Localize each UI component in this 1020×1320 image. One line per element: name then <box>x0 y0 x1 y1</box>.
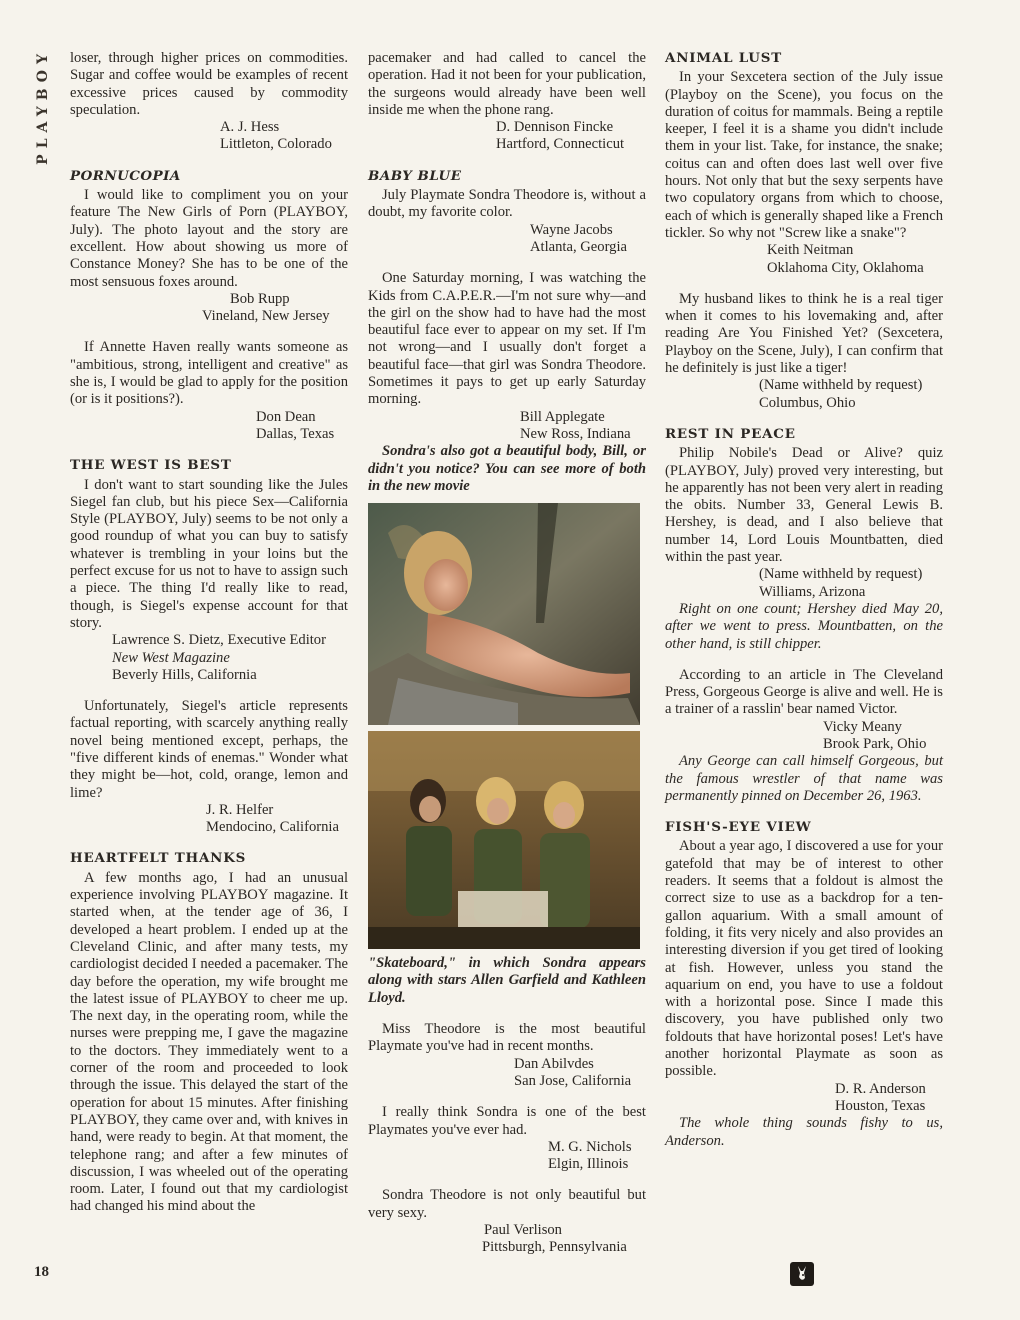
section-heading-heartfelt-thanks: HEARTFELT THANKS <box>70 850 247 867</box>
letter-signature <box>368 1222 646 1257</box>
rabbit-head-logo-icon <box>790 1262 814 1286</box>
running-head-vertical <box>30 48 56 165</box>
signer-place: Atlanta, Georgia <box>530 238 627 255</box>
letter-text: If Annette Haven really wants someone as "ambitious, strong, intelligent and creative" as she is, I would be glad to apply for the position (or is it positions?). <box>70 339 348 408</box>
letter-signature <box>665 1081 943 1116</box>
signer-name: Bill Applegate <box>520 408 605 425</box>
signer-place: Houston, Texas <box>835 1097 926 1114</box>
signer-place: Beverly Hills, California <box>112 666 257 683</box>
letter-signature <box>368 119 646 154</box>
signer-place: Littleton, Colorado <box>220 136 332 153</box>
section-heading-pornucopia: PORNUCOPIA <box>70 167 181 184</box>
letter-signature <box>665 719 943 754</box>
signer-publication: New West Magazine <box>112 649 230 666</box>
letter-signature <box>665 242 943 277</box>
letter-text: I really think Sondra is one of the best Playmates you've ever had. <box>368 1104 646 1138</box>
signer-name: M. G. Nichols <box>548 1138 632 1155</box>
section-heading-rest-in-peace: REST IN PEACE <box>665 425 796 442</box>
signer-place: Elgin, Illinois <box>548 1156 629 1173</box>
letter-text: Miss Theodore is the most beautiful Playmate you've had in recent months. <box>368 1021 646 1055</box>
letter-signature <box>368 1139 646 1174</box>
signer-name: (Name withheld by request) <box>759 566 923 583</box>
signer-place: Brook Park, Ohio <box>823 735 927 752</box>
signer-name: A. J. Hess <box>220 119 280 136</box>
signer-place: Vineland, New Jersey <box>202 308 330 325</box>
letter-text: Philip Nobile's Dead or Alive? quiz (PLAYBOY, July) proved very interesting, but he apparently has not been very alert in reading the obits. Number 33, General Lewis B. Hershey, is dead, and I also believe that number 14, Lord Louis Mountbatten, died within the past year. <box>665 445 943 566</box>
signer-place: Dallas, Texas <box>256 425 335 442</box>
section-heading-fishs-eye-view: FISH'S-EYE VIEW <box>665 819 812 836</box>
letter-signature <box>368 1056 646 1091</box>
column-middle <box>368 50 646 1257</box>
signer-name: Wayne Jacobs <box>530 221 613 238</box>
signer-name: D. R. Anderson <box>835 1080 926 1097</box>
letter-text: According to an article in The Cleveland Press, Gorgeous George is alive and well. He is a trainer of a rasslin' bear named Victor. <box>665 666 943 718</box>
section-heading-west-is-best: THE WEST IS BEST <box>70 457 232 474</box>
signer-name: Don Dean <box>256 408 316 425</box>
page-number: 18 <box>34 1264 49 1280</box>
letter-text: In your Sexcetera section of the July issue (Playboy on the Scene), you focus on the duration of coitus for mammals. Being a reptile keeper, I feel it is a shame you didn't include them in your list. Take, for instance, the snake; coitus can and often does last well over five hours. Not only that but the sexy serpents have two copulatory organs from which to choose, each of which is generally shaped like a French tickler. So why not "Screw like a snake"? <box>665 69 943 241</box>
letter-signature <box>70 632 348 684</box>
signer-place: New Ross, Indiana <box>520 425 631 442</box>
letter-text: loser, through higher prices on commodities. Sugar and coffee would be examples of recent excessive prices caused by commodity speculation. <box>70 50 348 118</box>
letter-text: July Playmate Sondra Theodore is, without a doubt, my favorite color. <box>368 187 646 221</box>
editor-reply: Any George can call himself Gorgeous, but the famous wrestler of that name was permanently pinned on December 26, 1963. <box>665 753 943 804</box>
section-heading-animal-lust: ANIMAL LUST <box>665 50 782 66</box>
signer-place: Pittsburgh, Pennsylvania <box>482 1239 627 1256</box>
letter-signature <box>70 119 348 154</box>
letter-signature <box>70 291 348 326</box>
letter-signature <box>368 222 646 257</box>
photo-reclining-woman <box>368 503 640 725</box>
letter-text: My husband likes to think he is a real tiger when it comes to his lovemaking and, after reading Are You Finished Yet? (Sexcetera, Playboy on the Scene, July), I can confirm that he definitely is just like a tiger! <box>665 290 943 377</box>
column-left <box>70 50 348 1216</box>
signer-place: Columbus, Ohio <box>759 394 856 411</box>
signer-name: Bob Rupp <box>230 290 290 307</box>
signer-name: J. R. Helfer <box>206 801 274 818</box>
signer-name: Keith Neitman <box>767 242 854 259</box>
letter-text: One Saturday morning, I was watching the Kids from C.A.P.E.R.—I'm not sure why—and the girl on the show had to have had the most beautiful face ever to appear on my set. If I'm not wrong—and I usually don't forget a beautiful face—that girl was Sondra Theodore. Sometimes it pays to get up early Saturday morning. <box>368 270 646 408</box>
signer-name: Vicky Meany <box>823 718 902 735</box>
letter-text: A few months ago, I had an unusual experience involving PLAYBOY magazine. It started when, at the tender age of 36, I developed a heart problem. I ended up at the Cleveland Clinic, and after many tests, my cardiologist decided I needed a pacemaker. The day before the operation, my wife brought me the latest issue of PLAYBOY to cheer me up. The next day, in the operating room, while the nurses were prepping me, I gave the magazine to the doctors. They immediately went to a corner of the room and proceeded to look through the issue. This delayed the start of the operation for about 15 minutes. After finishing PLAYBOY, they came over and, with knives in hand, were ready to begin. At that moment, the telephone rang; and after a few minutes of discussion, I was wheeled out of the operating room. Later, I found out that my cardiologist had changed his mind about the <box>70 869 348 1215</box>
letter-signature <box>70 409 348 444</box>
section-heading-baby-blue: BABY BLUE <box>368 167 462 184</box>
letter-text: Sondra Theodore is not only beautiful but very sexy. <box>368 1187 646 1221</box>
editor-reply: Sondra's also got a beautiful body, Bill, or didn't you notice? You can see more of both in the new movie <box>368 443 646 494</box>
signer-name: (Name withheld by request) <box>759 377 923 394</box>
signer-name: Dan Abilvdes <box>514 1055 594 1072</box>
letter-text: I don't want to start sounding like the Jules Siegel fan club, but his piece Sex—California Style (PLAYBOY, July) seems to be not only a good roundup of what you can buy to satisfy whatever is trembling in your loins but the perfect excuse for us not to have to assign such a piece. The thing I'd really like to read, though, is Siegel's expense account for that story. <box>70 476 348 631</box>
signer-place: Mendocino, California <box>206 819 339 836</box>
signer-place: Hartford, Connecticut <box>496 136 625 153</box>
letter-text: pacemaker and had called to cancel the operation. Had it not been for your publication, the surgeons would already have been well inside me when the phone rang. <box>368 50 646 118</box>
signer-name: Lawrence S. Dietz, Executive Editor <box>112 632 326 649</box>
editor-reply: The whole thing sounds fishy to us, Anderson. <box>665 1115 943 1149</box>
letter-signature <box>368 409 646 444</box>
letter-text: About a year ago, I discovered a use for your gatefold that may be of interest to other readers. It seems that a foldout is almost the correct size to use as a backdrop for a ten-gallon aquarium. With a small amount of folding, it fits very nicely and also provides an interesting diversion if you get tired of looking at fish. However, unless you stand the aquarium on end, you have to use a foldout with a horizontal pose. Since I made this discovery, you have published only two foldouts that have horizontal poses! Let's have another horizontal Playmate as soon as possible. <box>665 838 943 1080</box>
letter-text: I would like to compliment you on your feature The New Girls of Porn (PLAYBOY, July). The photo layout and the story are excellent. How about showing us more of Constance Money? She has to be one of the most sensuous foxes around. <box>70 187 348 290</box>
photo-caption: "Skateboard," in which Sondra appears along with stars Allen Garfield and Kathleen Lloyd. <box>368 955 646 1006</box>
letter-signature <box>665 566 943 601</box>
letter-signature <box>70 802 348 837</box>
signer-place: San Jose, California <box>514 1072 632 1089</box>
signer-place: Oklahoma City, Oklahoma <box>767 259 924 276</box>
letter-signature <box>665 377 943 412</box>
letter-text: Unfortunately, Siegel's article represents factual reporting, with scarcely anything really novel being mentioned except, perhaps, the "five different kinds of enemas." Wonder what they might be—hot, cold, orange, lemon and lime? <box>70 698 348 801</box>
photo-skateboard-movie-still <box>368 731 640 949</box>
signer-name: Paul Verlison <box>484 1221 562 1238</box>
editor-reply: Right on one count; Hershey died May 20, after we went to press. Mountbatten, on the other hand, is still chipper. <box>665 600 943 652</box>
running-head-text: PLAYBOY <box>35 48 51 165</box>
signer-place: Williams, Arizona <box>759 583 866 600</box>
signer-name: D. Dennison Fincke <box>496 119 614 136</box>
column-right <box>665 50 943 1150</box>
